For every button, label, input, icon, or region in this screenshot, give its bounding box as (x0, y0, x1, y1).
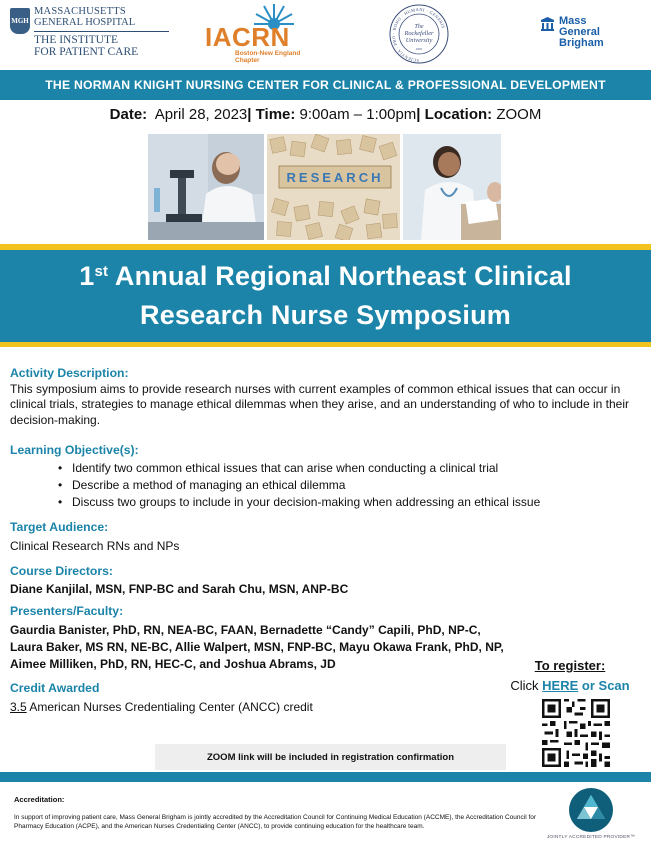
footer-divider (0, 772, 651, 782)
credit-section (10, 681, 530, 715)
presenters-line: Aimee Milliken, PhD, RN, HEC-C, and Joshua Abrams, JD (10, 656, 336, 671)
time-value: 9:00am – 1:00pm (299, 106, 417, 123)
activity-section (10, 366, 640, 428)
header-image-strip (148, 134, 501, 240)
directors-text: Diane Kanjilal, MSN, FNP-BC and Sarah Chu, MSN, ANP-BC (10, 581, 349, 596)
mass-general-brigham-logo (541, 16, 604, 49)
register-box (500, 658, 640, 693)
mgh-logo-line1: MASSACHUSETTS (34, 6, 126, 17)
presenters-line: Gaurdia Banister, PhD, RN, NEA-BC, FAAN, Bernadette “Candy” Capili, PhD, NP-C, (10, 622, 481, 637)
register-title: To register: (534, 658, 606, 673)
credit-heading: Credit Awarded (10, 681, 100, 695)
mgh-logo-line4: FOR PATIENT CARE (34, 46, 139, 58)
title-bottom-divider (0, 342, 651, 347)
title-line1: 1st Annual Regional Northeast Clinical (79, 261, 572, 291)
center-name: THE NORMAN KNIGHT NURSING CENTER FOR CLINICAL & PROFESSIONAL DEVELOPMENT (45, 78, 606, 92)
presenters-list (10, 622, 570, 673)
location-value: ZOOM (496, 106, 542, 123)
date-value: April 28, 2023 (154, 106, 248, 123)
mgb-building-icon (541, 17, 554, 31)
zoom-link-note: ZOOM link will be included in registration confirmation (155, 744, 506, 770)
credit-amount: 3.5 (10, 699, 27, 714)
event-details: Date: April 28, 2023| Time: 9:00am – 1:00pm| Location: ZOOM (109, 106, 542, 123)
iacrn-logo (205, 2, 305, 64)
mgh-logo-line2: GENERAL HOSPITAL (34, 17, 136, 28)
credit-text: 3.5 American Nurses Credentialing Center (ANCC) credit (10, 699, 313, 714)
title-line2: Research Nurse Symposium (140, 300, 511, 330)
lab-microscope-photo (148, 134, 264, 240)
objective-item: • Discuss two groups to include in your decision-making when addressing an ethical issue (58, 494, 640, 511)
directors-heading: Course Directors: (10, 564, 113, 578)
activity-heading: Activity Description: (10, 366, 129, 380)
location-label: Location: (424, 106, 493, 123)
objectives-section (10, 443, 640, 511)
audience-heading: Target Audience: (10, 520, 109, 534)
audience-text: Clinical Research RNs and NPs (10, 538, 180, 553)
objective-item: • Describe a method of managing an ethical dilemma (58, 477, 640, 494)
presenters-heading: Presenters/Faculty: (10, 604, 124, 618)
jointly-accredited-provider-logo (542, 786, 640, 850)
register-here-link[interactable]: HERE (542, 678, 579, 693)
mgb-line2: General (559, 26, 600, 38)
mgb-line1: Mass (559, 15, 587, 27)
mgb-line3: Brigham (559, 37, 604, 49)
rockefeller-university-seal (387, 3, 451, 65)
svg-text:University: University (405, 37, 433, 44)
research-scrabble-tiles-photo (267, 134, 400, 240)
clinician-photo (403, 134, 501, 240)
objectives-heading: Learning Objective(s): (10, 443, 139, 457)
presenters-line: Laura Baker, MS RN, NE-BC, Allie Walpert, MSN, FNP-BC, Mayu Okawa Frank, PhD, NP, (10, 639, 504, 654)
svg-text:1901: 1901 (415, 47, 423, 51)
objective-item: • Identify two common ethical issues that can arise when conducting a clinical trial (58, 460, 640, 477)
activity-description: This symposium aims to provide research nurses with current examples of common ethical issues that can occur in clinical trials, strategies to manage ethical dilemmas when they arise, and an understanding of who to include in their decision-making. (10, 381, 630, 427)
accreditation-heading: Accreditation: (14, 795, 65, 804)
svg-text:SCIENTIA · PRO · BONO · HUMANI: SCIENTIA · PRO · BONO · HUMANI · GENERIS (391, 6, 447, 64)
research-tile-word: RESEARCH (286, 170, 384, 185)
center-name-banner (0, 70, 651, 100)
iacrn-wordmark: IACRN (205, 22, 290, 52)
iacrn-chapter: Boston-New England Chapter (235, 50, 301, 64)
svg-text:Rockefeller: Rockefeller (404, 30, 434, 37)
logo-row (0, 0, 651, 66)
date-label: Date: (109, 106, 148, 123)
registration-qr-code[interactable] (542, 699, 610, 767)
directors-section (10, 564, 530, 597)
time-label: Time: (255, 106, 296, 123)
mgh-logo-line3: THE INSTITUTE (34, 34, 118, 46)
objectives-list (58, 460, 640, 511)
jointly-accredited-badge-text: JOINTLY ACCREDITED PROVIDER™ (546, 835, 636, 840)
register-instructions: Click HERE or Scan (510, 678, 630, 693)
symposium-title-banner (0, 250, 651, 342)
accreditation-text: In support of improving patient care, Mass General Brigham is jointly accredited by the Accreditation Council for Continuing Medical Education (ACCME), the Accreditation Council for Pharmacy Education (ACPE), and the American Nurses Credentialing Center (ANCC), to provide continuing education for the healthcare team. (14, 814, 537, 831)
mgh-institute-logo (10, 6, 169, 58)
mgh-shield-icon: MGH (10, 8, 30, 34)
presenters-section (10, 604, 570, 673)
svg-text:The: The (414, 24, 424, 30)
audience-section (10, 520, 530, 554)
